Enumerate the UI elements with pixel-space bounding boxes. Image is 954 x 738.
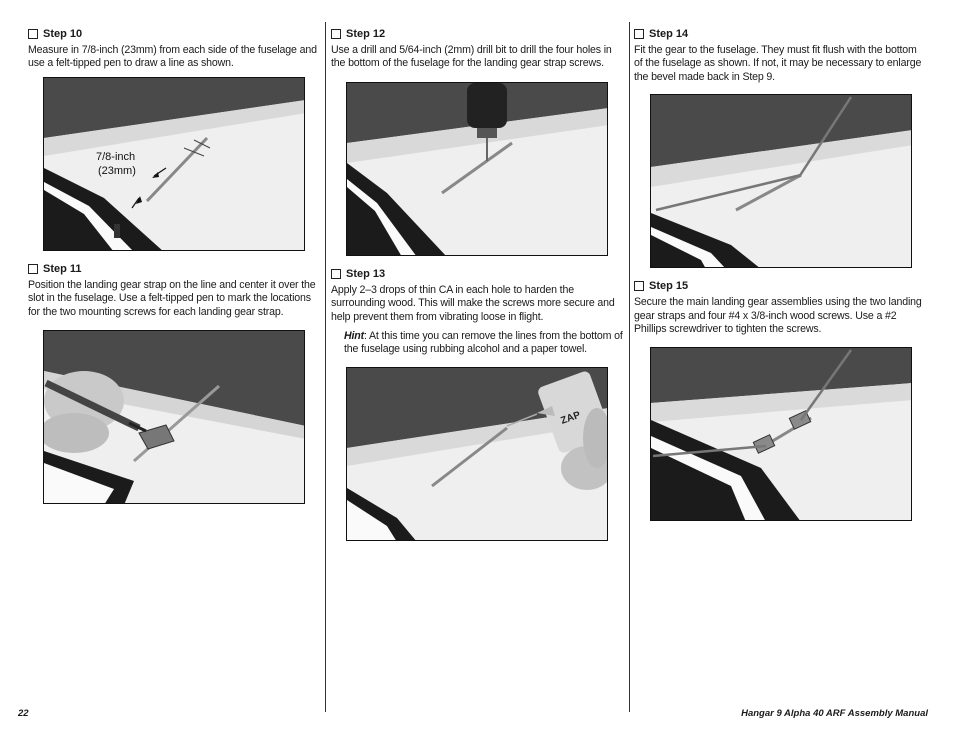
checkbox-icon[interactable] xyxy=(331,269,341,279)
step-13-heading xyxy=(331,268,623,280)
step-title: Step 13 xyxy=(346,267,386,280)
ca-bottle-label: ZAP xyxy=(559,409,582,427)
step-title: Step 12 xyxy=(346,28,386,40)
checkbox-icon[interactable] xyxy=(634,29,644,39)
hint-label: Hint xyxy=(344,330,364,343)
column-divider-right xyxy=(629,22,630,712)
column-1 xyxy=(28,28,318,504)
manual-title: Hangar 9 Alpha 40 ARF Assembly Manual xyxy=(741,708,928,719)
checkbox-icon[interactable] xyxy=(28,264,38,274)
step-14-text: Fit the gear to the fuselage. They must fit flush with the bottom of the fuselage as shown. If not, it may be necessary to enlarge the bevel made back in Step 9. xyxy=(634,44,922,83)
step-title: Step 11 xyxy=(43,262,82,275)
checkbox-icon[interactable] xyxy=(331,29,341,39)
step-11-heading xyxy=(28,263,318,275)
checkbox-icon[interactable] xyxy=(28,29,38,39)
step-15-text: Secure the main landing gear assemblies using the two landing gear straps and four #4 x 3/8-inch wood screws. Use a #2 Phillips screwdriver to tighten the screws. xyxy=(634,296,922,336)
step-title: Step 14 xyxy=(649,28,689,40)
checkbox-icon[interactable] xyxy=(634,281,644,291)
annotation-line1: 7/8-inch xyxy=(96,150,136,163)
step-14-heading xyxy=(634,28,926,40)
step-15-photo xyxy=(650,347,912,521)
step-15-heading xyxy=(634,280,926,292)
step-12-text: Use a drill and 5/64-inch (2mm) drill bit to drill the four holes in the bottom of the fuselage for the landing gear strap screws. xyxy=(331,44,612,70)
step-12-heading xyxy=(331,28,623,40)
step-11-photo xyxy=(43,330,305,504)
step-10-photo xyxy=(43,77,305,251)
step-11-text: Position the landing gear strap on the line and center it over the slot in the fuselage. Use a felt-tipped pen to mark the locations for the two mounting screws for each landing gear strap. xyxy=(28,278,316,318)
column-3 xyxy=(634,28,926,521)
step-title: Step 15 xyxy=(649,280,689,293)
column-divider-left xyxy=(325,22,326,712)
hint-text xyxy=(344,330,623,357)
annotation-line2: (23mm) xyxy=(98,164,136,177)
step-10-heading xyxy=(28,28,318,40)
page-number: 22 xyxy=(18,708,29,719)
step-title: Step 10 xyxy=(43,28,83,40)
step-13-text: Apply 2–3 drops of thin CA in each hole to harden the surrounding wood. This will make the screws more secure and help prevent them from vibrating loose in flight. xyxy=(331,283,615,323)
step-10-text: Measure in 7/8-inch (23mm) from each side of the fuselage and use a felt-tipped pen to draw a line as shown. xyxy=(28,44,317,70)
step-12-photo xyxy=(346,82,608,256)
step-14-photo xyxy=(650,94,912,268)
step-13-photo xyxy=(346,367,608,541)
hint-body: : At this time you can remove the lines from the bottom of the fuselage using rubbing alcohol and a paper towel. xyxy=(344,330,623,356)
column-2 xyxy=(331,28,623,541)
